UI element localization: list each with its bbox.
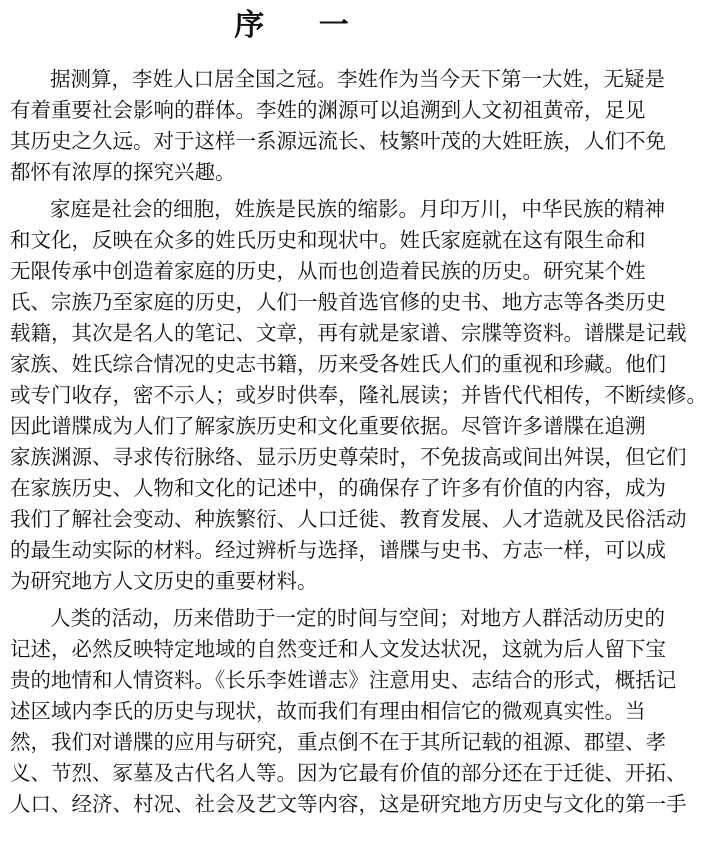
text-line: 的最生动实际的材料。经过辨析与选择，谱牒与史书、方志一样，可以成 bbox=[10, 538, 666, 562]
text-line: 据测算，李姓人口居全国之冠。李姓作为当今天下第一大姓，无疑是 bbox=[50, 67, 665, 91]
text-line: 氏、宗族乃至家庭的历史，人们一般首选官修的史书、地方志等各类历史 bbox=[10, 290, 666, 314]
text-line: 有着重要社会影响的群体。李姓的渊源可以追溯到人文初祖黄帝，足见 bbox=[10, 98, 646, 122]
page-title: 序 一 bbox=[234, 8, 371, 43]
text-line: 家族渊源、寻求传衍脉络、显示历史尊荣时，不免拔高或间出舛误，但它们 bbox=[10, 445, 687, 469]
text-line: 都怀有浓厚的探究兴趣。 bbox=[10, 160, 236, 184]
text-line: 载籍，其次是名人的笔记、文章，再有就是家谱、宗牒等资料。谱牒是记载 bbox=[10, 321, 687, 345]
text-line: 贵的地情和人情资料。《长乐李姓谱志》注意用史、志结合的形式，概括记 bbox=[10, 668, 677, 692]
text-line: 为研究地方人文历史的重要材料。 bbox=[10, 569, 318, 593]
text-line: 在家族历史、人物和文化的记述中，的确保存了许多有价值的内容，成为 bbox=[10, 476, 666, 500]
text-line: 述区域内李氏的历史与现状，故而我们有理由相信它的微观真实性。当 bbox=[10, 699, 646, 723]
text-line: 其历史之久远。对于这样一系源远流长、枝繁叶茂的大姓旺族，人们不免 bbox=[10, 129, 666, 153]
text-line: 然，我们对谱牒的应用与研究，重点倒不在于其所记载的祖源、郡望、孝 bbox=[10, 730, 666, 754]
text-line: 义、节烈、冢墓及古代名人等。因为它最有价值的部分还在于迁徙、开拓、 bbox=[10, 761, 687, 785]
body-text bbox=[0, 64, 707, 820]
text-line: 人口、经济、村况、社会及艺文等内容，这是研究地方历史与文化的第一手 bbox=[10, 792, 687, 816]
text-line: 家庭是社会的细胞，姓族是民族的缩影。月印万川，中华民族的精神 bbox=[50, 197, 665, 221]
text-line: 无限传承中创造着家庭的历史，从而也创造着民族的历史。研究某个姓 bbox=[10, 259, 646, 283]
text-line: 或专门收存，密不示人；或岁时供奉，隆礼展读；并皆代代相传，不断续修。 bbox=[10, 383, 707, 407]
text-line: 人类的活动，历来借助于一定的时间与空间；对地方人群活动历史的 bbox=[50, 606, 665, 630]
text-line: 家族、姓氏综合情况的史志书籍，历来受各姓氏人们的重视和珍藏。他们 bbox=[10, 352, 666, 376]
text-line: 和文化，反映在众多的姓氏历史和现状中。姓氏家庭就在这有限生命和 bbox=[10, 228, 646, 252]
text-line: 记述，必然反映特定地域的自然变迁和人文发达状况，这就为后人留下宝 bbox=[10, 637, 666, 661]
text-line: 因此谱牒成为人们了解家族历史和文化重要依据。尽管许多谱牒在追溯 bbox=[10, 414, 646, 438]
text-line: 我们了解社会变动、种族繁衍、人口迁徙、教育发展、人才造就及民俗活动 bbox=[10, 507, 687, 531]
